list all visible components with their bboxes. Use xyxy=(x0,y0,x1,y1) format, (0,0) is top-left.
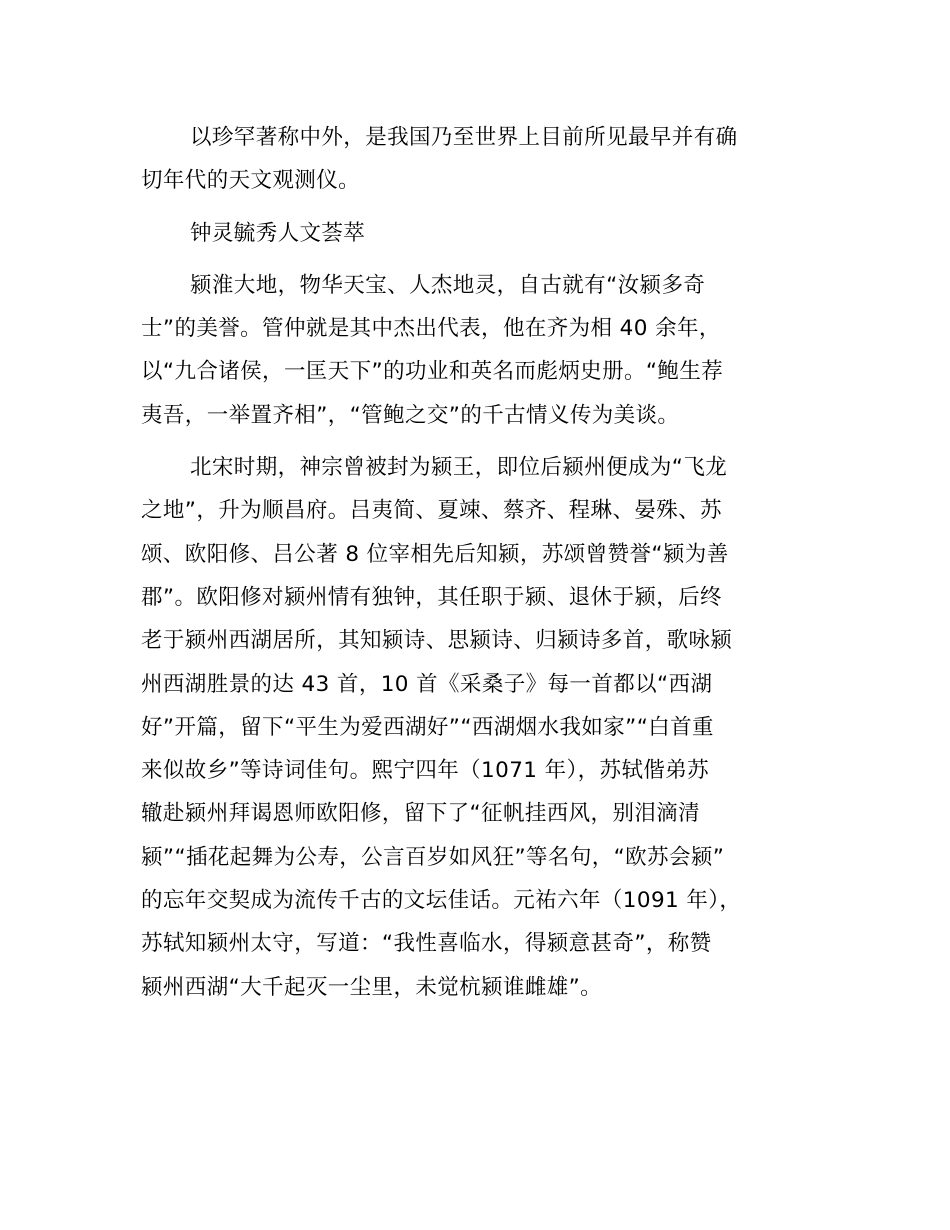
paragraph-northern-song xyxy=(141,446,831,1009)
heading-text: 钟灵毓秀人文荟萃 xyxy=(190,220,366,246)
section-heading xyxy=(141,212,831,255)
text-line: 以珍罕著称中外，是我国乃至世界上目前所见最早并有确 xyxy=(190,125,738,150)
text-line: 以“九合诸侯，一匡天下”的功业和英名而彪炳史册。“鲍生荐 xyxy=(141,359,724,385)
text-line: 好”开篇，留下“平生为爱西湖好”“西湖烟水我如家”“白首重 xyxy=(141,714,714,740)
text-line: 切年代的天文观测仪。 xyxy=(141,168,361,194)
text-line: 颍淮大地，物华天宝、人杰地灵，自古就有“汝颍多奇 xyxy=(190,272,706,298)
text-line: 苏轼知颍州太守，写道：“我性喜临水，得颍意甚奇”，称赞 xyxy=(141,931,712,957)
text-line: 颍州西湖“大千起灭一尘里，未觉杭颍谁雌雄”。 xyxy=(141,974,603,1000)
paragraph-astronomy-instrument xyxy=(141,116,831,203)
text-line: 北宋时期，神宗曾被封为颍王，即位后颍州便成为“飞龙 xyxy=(190,455,728,481)
paragraph-guan-zhong xyxy=(141,264,831,437)
text-line: 老于颍州西湖居所，其知颍诗、思颍诗、归颍诗多首，歌咏颍 xyxy=(141,628,733,654)
text-line: 州西湖胜景的达 43 首，10 首《采桑子》每一首都以“西湖 xyxy=(141,671,713,697)
text-line: 之地”，升为顺昌府。吕夷简、夏竦、蔡齐、程琳、晏殊、苏 xyxy=(141,498,722,524)
text-line: 来似故乡”等诗词佳句。熙宁四年（1071 年），苏轼偕弟苏 xyxy=(141,758,710,784)
text-line: 的忘年交契成为流传千古的文坛佳话。元祐六年（1091 年）， xyxy=(141,888,742,914)
text-line: 夷吾，一举置齐相”，“管鲍之交”的千古情义传为美谈。 xyxy=(141,402,680,428)
document-page xyxy=(141,116,831,1009)
text-line: 郡”。欧阳修对颍州情有独钟，其任职于颍、退休于颍，后终 xyxy=(141,584,722,610)
text-line: 颂、欧阳修、吕公著 8 位宰相先后知颍，苏颂曾赞誉“颍为善 xyxy=(141,541,729,567)
text-line: 士”的美誉。管仲就是其中杰出代表，他在齐为相 40 余年， xyxy=(141,316,721,342)
text-line: 颍”“插花起舞为公寿，公言百岁如风狂”等名句，“欧苏会颍” xyxy=(141,844,725,870)
text-line: 辙赴颍州拜谒恩师欧阳修，留下了“征帆挂西风，别泪滴清 xyxy=(141,801,701,827)
